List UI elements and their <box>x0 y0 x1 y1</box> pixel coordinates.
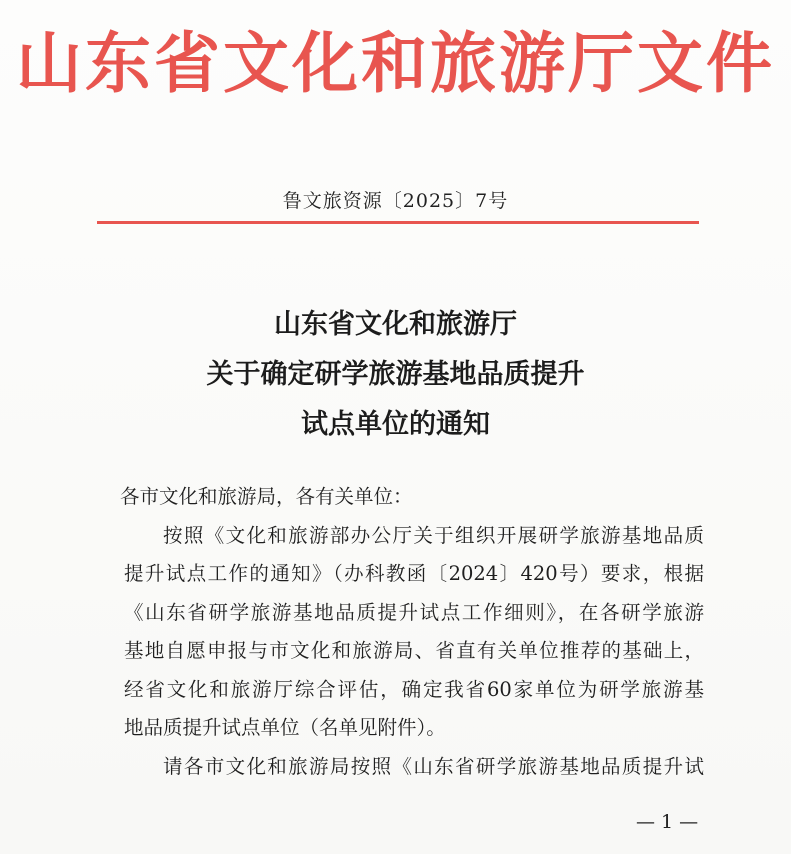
notice-title-line-3: 试点单位的通知 <box>301 409 490 440</box>
body-line-3: 《山东省研学旅游基地品质提升试点工作细则》，在各研学旅游 <box>124 600 704 624</box>
document-number: 鲁文旅资源〔2025〕7号 <box>282 190 509 212</box>
body-line-1: 按照《文化和旅游部办公厅关于组织开展研学旅游基地品质 <box>163 523 704 547</box>
notice-title-line-1: 山东省文化和旅游厅 <box>274 309 517 340</box>
body-line-7: 请各市文化和旅游局按照《山东省研学旅游基地品质提升试 <box>163 754 704 778</box>
body-line-6: 地品质提升试点单位（名单见附件）。 <box>124 716 446 739</box>
page-number: — 1 — <box>636 811 699 833</box>
salutation: 各市文化和旅游局，各有关单位： <box>120 485 413 508</box>
issuing-authority-header: 山东省文化和旅游厅文件 <box>16 25 775 102</box>
body-line-4: 基地自愿申报与市文化和旅游局、省直有关单位推荐的基础上， <box>124 639 704 662</box>
notice-title-line-2: 关于确定研学旅游基地品质提升 <box>206 359 585 390</box>
body-line-2: 提升试点工作的通知》（办科教函〔2024〕420号）要求，根据 <box>124 562 704 585</box>
notice-title <box>0 300 791 450</box>
body-line-5: 经省文化和旅游厅综合评估，确定我省60家单位为研学旅游基 <box>124 677 704 701</box>
notice-body <box>120 478 704 786</box>
red-divider-line <box>97 221 699 224</box>
